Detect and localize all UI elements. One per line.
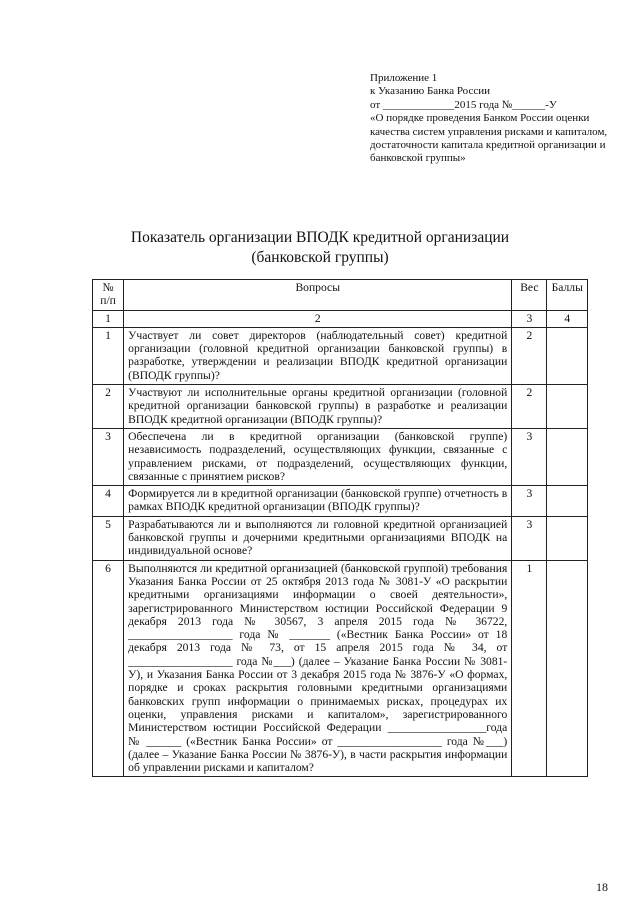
row-num: 5 [93,516,124,560]
row-question: Обеспечена ли в кредитной организации (банковской группе) независимость подразделений, осуществляющих функции, связанные с управлением рисками, от подразделений, осуществляющих функции, связанные с принятием рисков? [124,428,512,485]
table-row [93,486,588,517]
table-row [93,428,588,485]
row-num: 4 [93,486,124,517]
row-score [547,486,588,517]
colnum-2: 2 [124,310,512,327]
row-score [547,385,588,429]
appendix-line-2: к Указанию Банка России [370,85,490,98]
table-row [93,385,588,429]
colnum-3: 3 [512,310,547,327]
row-weight: 3 [512,486,547,517]
page-title [0,228,640,268]
row-question: Выполняются ли кредитной организацией (банковской группой) требования Указания Банка России от 25 октября 2013 года № 3081-У «О раскрытии кредитными организациями информации о своей деятельности», зарегистрированного Министерством юстиции Российской Федерации 9 декабря 2013 года № 30567, 3 апреля 2015 года № 36722, __________________ года № _______ («Вестник Банка России» от 18 декабря 2013 года № 73, от 15 апреля 2015 года № 34, от __________________ года №___) (далее – Указание Банка России № 3081-У), и Указания Банка России от 3 декабря 2015 года № 3876-У «О формах, порядке и сроках раскрытия головными кредитными организациями банковских групп информации о принимаемых рисках, процедурах их оценки, управления рисками и капиталом», зарегистрированного Министерством юстиции Российской Федерации _________________года № ______ («Вестник Банка России» от __________________ года №___) (далее – Указание Банка России № 3876-У), в части раскрытия информации об управлении рисками и капиталом? [124,560,512,777]
questions-table [92,279,588,777]
appendix-line-1: Приложение 1 [370,72,438,84]
header-question: Вопросы [124,280,512,311]
row-weight: 2 [512,385,547,429]
row-num: 1 [93,327,124,384]
header-num: № п/п [93,280,124,311]
table-row [93,327,588,384]
row-weight: 2 [512,327,547,384]
row-score [547,560,588,777]
header-weight: Вес [512,280,547,311]
title-line-2: (банковской группы) [251,249,389,266]
row-num: 3 [93,428,124,485]
appendix-line-3: от _____________2015 года №______-У [370,98,557,111]
row-num: 2 [93,385,124,429]
row-weight: 3 [512,428,547,485]
row-weight: 3 [512,516,547,560]
appendix-line-4: «О порядке проведения Банком России оценки качества систем управления рисками и капиталом, достаточности капитала кредитной организации и банковской группы» [370,112,608,165]
title-line-1: Показатель организации ВПОДК кредитной организации [130,229,510,246]
colnum-4: 4 [547,310,588,327]
row-weight: 1 [512,560,547,777]
row-question: Разрабатываются ли и выполняются ли головной кредитной организацией банковской группы и дочерними кредитными организациями ВПОДК на индивидуальной основе? [124,516,512,560]
row-question: Участвуют ли исполнительные органы кредитной организации (головной кредитной организации банковской группы) в разработке и реализации ВПОДК кредитной организации (ВПОДК группы)? [124,385,512,429]
row-score [547,327,588,384]
colnum-1: 1 [93,310,124,327]
table-row [93,516,588,560]
row-score [547,428,588,485]
table-row [93,560,588,777]
table-header-row [93,280,588,311]
column-number-row [93,310,588,327]
row-question: Участвует ли совет директоров (наблюдательный совет) кредитной организации (головной кредитной организации банковской группы) в разработке, утверждении и реализации ВПОДК кредитной организации (ВПОДК группы)? [124,327,512,384]
row-num: 6 [93,560,124,777]
row-score [547,516,588,560]
row-question: Формируется ли в кредитной организации (банковской группе) отчетность в рамках ВПОДК кредитной организации (ВПОДК группы)? [124,486,512,517]
page-number: 18 [596,880,608,894]
header-score: Баллы [547,280,588,311]
appendix-header [370,72,610,166]
